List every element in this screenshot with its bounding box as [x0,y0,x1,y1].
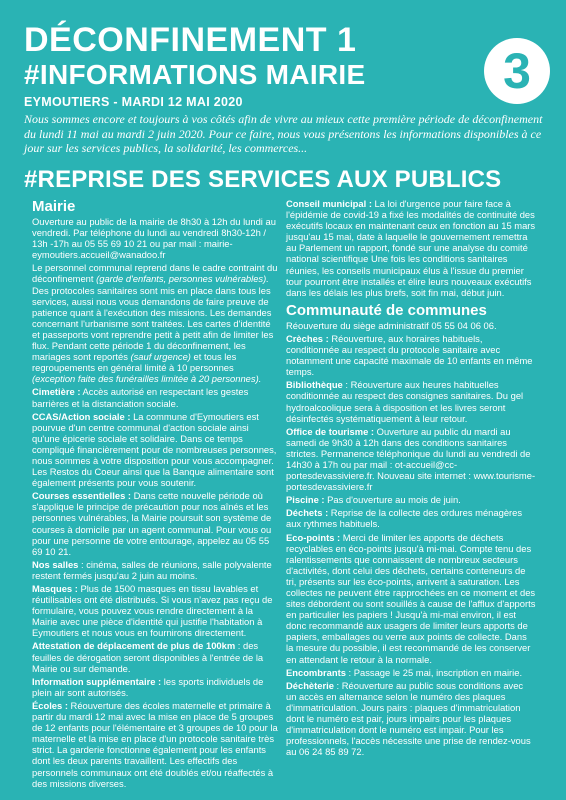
item-text: les sports individuels de plein air sont autorisés. [32,675,264,698]
cc-intro: Réouverture du siège administratif 05 55 04 06 06. [286,319,497,331]
courses-item [32,490,278,557]
mairie-hours: Ouverture au public de la mairie de 8h30 à 12h du lundi au vendredi. Par téléphone du lundi au vendredi 8h30-12h / 13h -17h au 05 55 69 10 21 ou par mail : mairie-eymoutiers.accueil@wanadoo.fr [32,216,276,261]
text-run: Le personnel communal reprend dans le cadre contraint du déconfinement [32,262,278,285]
item-text: La commune d'Eymoutiers est pourvue d'un centre communal d'action sociale ainsi qu'une épicerie sociale et solidaire. Dans ce temps compliqué financièrement pour de nombreuses personnes, nous sommes à votre disposition pour vous accompagner. Les Restos du Coeur ainsi que la Banque alimentaire sont également présents pour vous soutenir. [32,410,277,489]
item-text: : Réouverture au public sous conditions avec un accès en alternance selon le numéro des plaques d'immatriculation. Jours pairs : plaques d'immatriculation dont le numéro est pair, jours impairs pour les plaques d'immatriculation dont le numéro est impair. Pour les professionnels, l'accès nécessite une prise de rendez-vous au 06 24 85 89 72. [286,679,531,758]
info-item [32,676,278,698]
biblio-item [286,379,536,423]
item-text: : cinéma, salles de réunions, salle polyvalente restent fermés jusqu'au 2 juin au moins. [32,558,272,581]
page-subtitle: #INFORMATIONS MAIRIE [24,59,366,90]
conseil-item [286,198,536,298]
item-label: Bibliothèque [286,379,343,391]
issue-number-badge: 3 [484,38,550,104]
item-text: Merci de limiter les apports de déchets recyclables en éco-points jusqu'à mi-mai. Compte tenu des ralentissements que connaissent de nombreux secteurs d'activités, dont celui des déchets, certains conteneurs de tri, présents sur les éco-points, arrivent à saturation. Les collectes ne peuvent être rapprochées en ce moment et des sites débordent ou sont souillés à cause de l'afflux d'apports en particulier les papiers ! Jusqu'à mi-mai environ, il est donc recommandé aux usagers de limiter leurs apports de papiers, emballages ou verre aux points de collecte. Dans la mesure du possible, il est recommandé de les conserver en attendant le retour à la normale. [286,531,536,665]
masques-item [32,583,278,638]
piscine-item [286,494,536,505]
item-text: Plus de 1500 masques en tissu lavables et réutilisables ont été distribués. Si vous n'avez pas reçu de formulaire, vous pouvez vous rendre directement à la Mairie avec une pièce d'identité qui justifie l'habitation à Eymoutiers et nous vous en fournirons directement. [32,583,273,639]
item-text: Pas d'ouverture au mois de juin. [324,494,461,506]
mairie-heading: Mairie [32,198,76,215]
item-label: Nos salles [32,558,79,570]
item-text: : Passage le 25 mai, inscription en mairie. [345,666,523,678]
item-label: Conseil municipal : [286,198,372,209]
text-run: (sauf urgence) [130,351,191,363]
tourisme-item [286,426,536,493]
text-run: et tous les regroupements en général limité à 10 personnes [32,351,237,374]
text-run: (garde d'enfants, personnes vulnérables). [96,273,269,285]
section-title: #REPRISE DES SERVICES AUX PUBLICS [24,166,502,193]
item-text: La loi d'urgence pour faire face à l'épidémie de covid-19 a fixé les modalités de continuité des exécutifs locaux en maintenant ceux en fonction au 15 mars jusqu'au 15 mai, date à laquelle le gouvernement remettra au Parlement un rapport, fondé sur une analyse du comité national scientifique Une fois les conditions sanitaires réunies, les conseils municipaux élus à l'issue du premier tour pourront être installés et élire leurs nouveaux exécutifs dans les délais les plus brefs, soit fin mai, début juin. [286,198,536,298]
text-run: (exception faite des funérailles limitée à 20 personnes). [32,373,262,385]
salles-item [32,559,278,581]
item-label: Masques : [32,583,78,594]
item-label: Cimetière : [32,386,81,398]
item-text: Ouverture au public du mardi au samedi de 9h30 à 12h dans des conditions sanitaires strictes. Permanence téléphonique du lundi au vendredi de 14h30 à 17h ou par mail : ot-accueil@cc-portesdevassiviere.fr. Nouveau site internet : www.tourisme-portesdevassiviere.fr [286,425,536,493]
item-text: : Réouverture aux heures habituelles conditionnée au respect des consignes sanitaires. Du gel hydroalcoolique sera à disposition et les livres seront désinfectés systématiquement à leur retour. [286,379,524,424]
item-label: Eco-points : [286,531,341,543]
item-label: Office de tourisme : [286,425,375,437]
creches-item [286,333,536,377]
item-text: Dans cette nouvelle période où s'applique le principe de précaution pour nos aînés et les personnes vulnérables, la Mairie poursuit son système de courses à domicile par un agent communal. Pour vous ou pour une personne de votre entourage, appelez au 05 55 69 10 21. [32,490,272,557]
item-text: Reprise de la collecte des ordures ménagères aux rythmes habituels. [286,507,523,530]
ccas-item [32,411,278,489]
cc-heading: Communauté de communes [286,301,487,319]
item-label: Écoles : [32,699,68,711]
decheterie-item [286,680,536,758]
ecoles-item [32,700,278,789]
item-label: CCAS/Action sociale : [32,410,131,422]
item-label: Déchèterie [286,679,334,691]
mairie-personnel [32,262,278,384]
encombrants-item [286,667,536,678]
dechets-item [286,507,536,529]
item-label: Courses essentielles : [32,490,132,502]
item-text: Réouverture des écoles maternelle et primaire à partir du mardi 12 mai avec la mise en place de 5 groupes de 12 enfants pour l'élémentaire et 3 groupes de 10 pour la maternelle et la mise en place d'un protocole sanitaire très strict. La garderie fonctionne également pour les enfants dont les deux parents travaillent. Les effectifs des personnels communaux ont été doublés et/ou réaffectés à des missions diverses. [32,699,278,789]
ecopoints-item [286,532,536,665]
item-label: Information supplémentaire : [32,675,162,687]
item-text: Accès autorisé en respectant les gestes barrières et la distanciation sociale. [32,386,249,409]
item-label: Crèches : [286,332,329,344]
item-label: Encombrants [286,666,346,678]
item-text: : des feuilles de dérogation seront disponibles à l'entrée de la Mairie ou sur demande. [32,640,264,674]
page-title: DÉCONFINEMENT 1 [24,21,357,59]
cimetiere-item [32,386,278,408]
attestation-item [32,640,278,673]
item-label: Attestation de déplacement de plus de 100km [32,640,236,652]
item-label: Piscine : [286,494,325,506]
intro-paragraph: Nous sommes encore et toujours à vos côtés afin de vivre au mieux cette première période de déconfinement du lundi 11 mai au mardi 2 juin 2020. Pour ce faire, nous vous présentons les informations disponibles à ce jour sur les services publics, la solidarité, les commerces... [24,112,543,155]
text-run: Des protocoles sanitaires sont mis en place dans tous les services, aussi nous vous demandons de faire preuve de patience quant à l'exécution des missions. Les demandes concernant l'urbanisme sont traitées. Les cartes d'identité et passeports vont reprendre petit à petit afin de limiter les flux. Pendant cette période 1 du déconfinement, les mariages sont reportés [32,284,274,363]
dateline: EYMOUTIERS - MARDI 12 MAI 2020 [24,95,243,109]
left-column [32,198,278,791]
item-text: Réouverture, aux horaires habituels, conditionnée au respect du protocole sanitaire avec notamment une capacité maximale de 10 enfants en même temps. [286,332,533,378]
item-label: Déchets : [286,507,329,519]
right-column [286,198,536,759]
